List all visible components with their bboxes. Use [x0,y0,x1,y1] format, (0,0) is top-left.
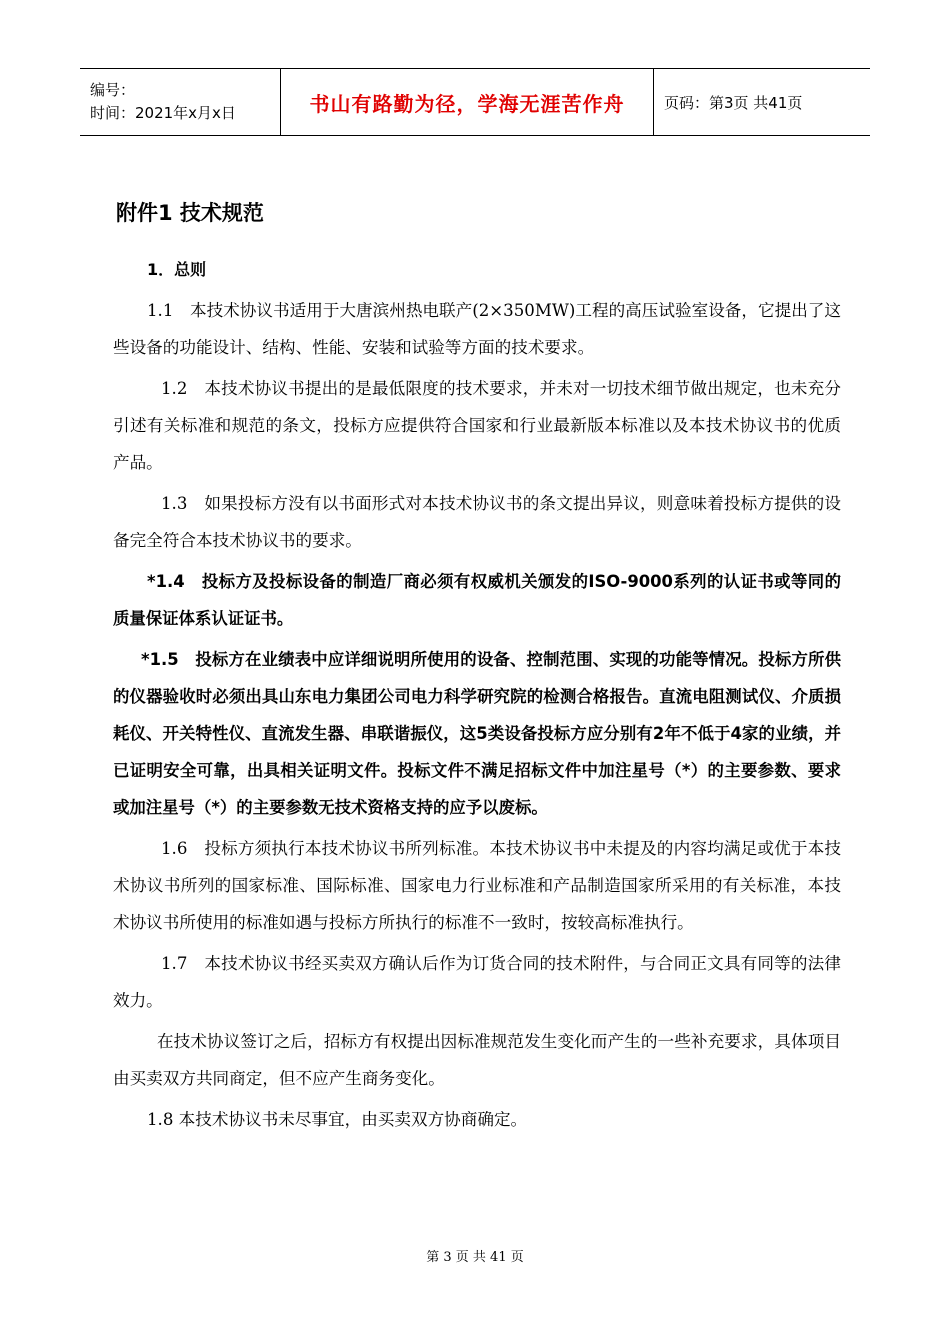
paragraph-1-6: 1.6 投标方须执行本技术协议书所列标准。本技术协议书中未提及的内容均满足或优于本技术协议书所列的国家标准、国际标准、国家电力行业标准和产品制造国家所采用的有关标准，本技术协议书所使用的标准如遇与投标方所执行的标准不一致时，按较高标准执行。 [113,839,841,932]
page-footer: 第 3 页 共 41 页 [426,1250,524,1265]
time-label: 时间：2021年x月x日 [90,104,236,122]
document-title: 附件1 技术规范 [116,201,264,225]
header-slogan-cell [280,69,654,135]
section-heading: 1．总则 [147,260,207,279]
paragraph-1-1: 1.1 本技术协议书适用于大唐滨州热电联产(2×350MW)工程的高压试验室设备，它提出了这些设备的功能设计、结构、性能、安装和试验等方面的技术要求。 [113,301,841,357]
paragraph-1-3: 1.3 如果投标方没有以书面形式对本技术协议书的条文提出异议，则意味着投标方提供的设备完全符合本技术协议书的要求。 [113,494,841,550]
paragraph-1-7: 1.7 本技术协议书经买卖双方确认后作为订货合同的技术附件，与合同正文具有同等的法律效力。 [113,954,841,1010]
paragraph-supplement: 在技术协议签订之后，招标方有权提出因标准规范发生变化而产生的一些补充要求，具体项目由买卖双方共同商定，但不应产生商务变化。 [113,1032,841,1088]
page-header [80,68,870,136]
header-slogan: 书山有路勤为径，学海无涯苦作舟 [309,91,625,116]
header-page-code-cell [654,69,870,135]
paragraph-1-4: *1.4 投标方及投标设备的制造厂商必须有权威机关颁发的ISO-9000系列的认证书或等同的质量保证体系认证证书。 [113,572,841,628]
paragraph-1-8: 1.8 本技术协议书未尽事宜，由买卖双方协商确定。 [147,1110,528,1129]
header-info [80,69,280,135]
paragraph-1-2: 1.2 本技术协议书提出的是最低限度的技术要求，并未对一切技术细节做出规定，也未充分引述有关标准和规范的条文，投标方应提供符合国家和行业最新版本标准以及本技术协议书的优质产品。 [113,379,841,472]
paragraph-1-5: *1.5 投标方在业绩表中应详细说明所使用的设备、控制范围、实现的功能等情况。投标方所供的仪器验收时必须出具山东电力集团公司电力科学研究院的检测合格报告。直流电阻测试仪、介质损耗仪、开关特性仪、直流发生器、串联谐振仪，这5类设备投标方应分别有2年不低于4家的业绩，并已证明安全可靠，出具相关证明文件。投标文件不满足招标文件中加注星号（*）的主要参数、要求或加注星号（*）的主要参数无技术资格支持的应予以废标。 [113,650,841,817]
header-page-code: 页码：第3页 共41页 [664,93,803,112]
document-body [113,252,841,1142]
number-label: 编号： [90,81,136,99]
